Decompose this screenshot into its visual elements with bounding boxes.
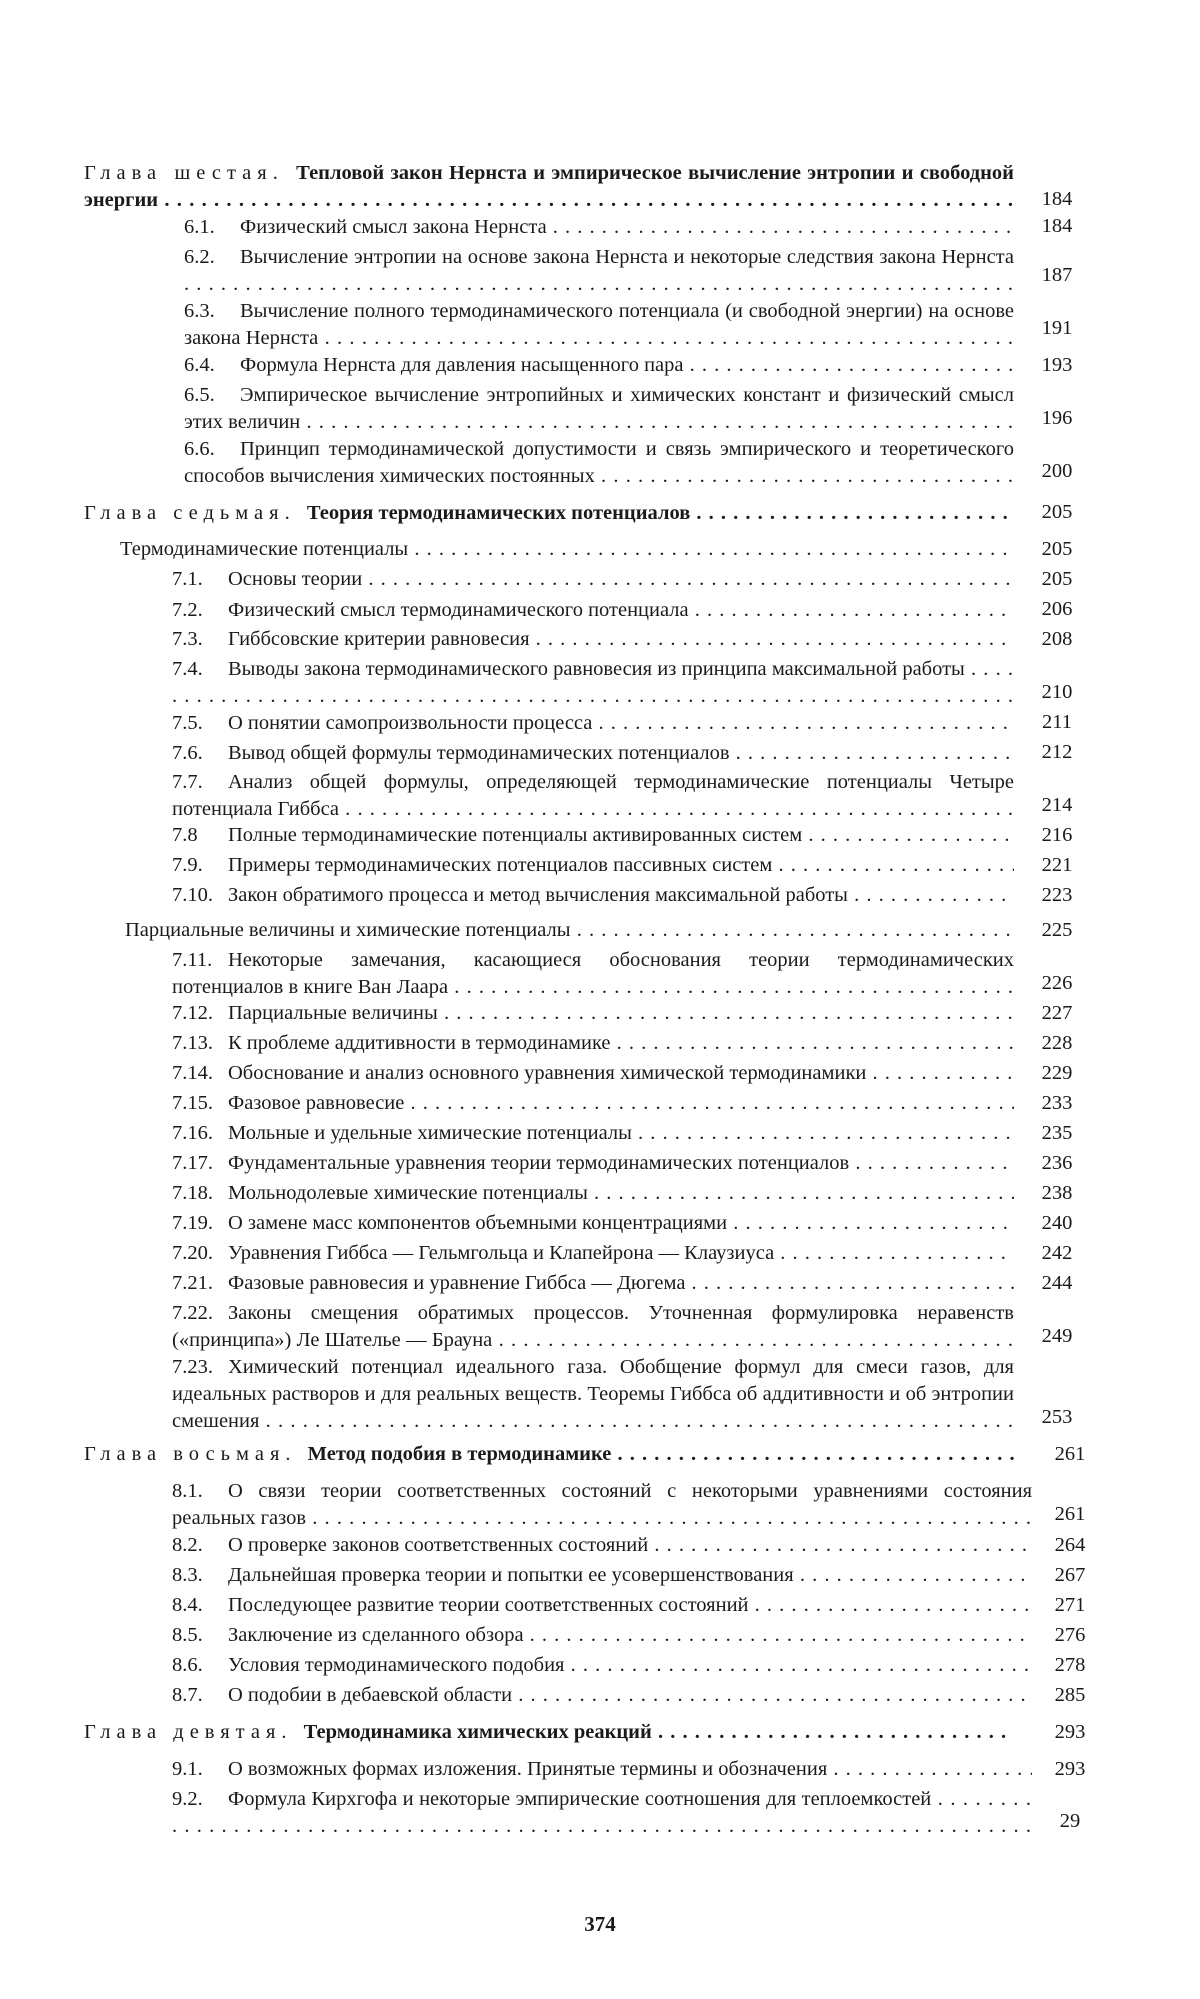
toc-entry <box>172 1756 1032 1783</box>
toc-entry-text <box>84 500 1014 527</box>
entry-title: Последующее развитие теории соответственных состояний <box>228 1594 749 1616</box>
toc-entry-text <box>172 710 1014 737</box>
entry-page-number: 267 <box>1054 1564 1086 1586</box>
toc-entry <box>184 214 1014 241</box>
toc-entry-text <box>172 1300 1014 1354</box>
toc-entry-text <box>172 740 1014 767</box>
toc-entry-text <box>172 1622 1032 1649</box>
toc-entry-text <box>172 1270 1014 1297</box>
entry-title: О возможных формах изложения. Принятые термины и обозначения <box>228 1758 828 1780</box>
toc-entry-text <box>172 1000 1014 1027</box>
entry-title: Термодинамика химических реакций <box>303 1721 652 1743</box>
toc-entry-text <box>172 1060 1014 1087</box>
entry-page-number: 264 <box>1054 1534 1086 1556</box>
entry-title: Закон обратимого процесса и метод вычисления максимальной работы <box>228 884 848 906</box>
entry-page-number: 223 <box>1041 884 1073 906</box>
toc-entry <box>172 822 1014 849</box>
toc-entry-text <box>172 1592 1032 1619</box>
entry-title: Физический смысл закона Нернста <box>240 216 547 238</box>
toc-entry <box>172 882 1014 909</box>
entry-number: 7.21. <box>172 1272 213 1294</box>
entry-number: 7.18. <box>172 1182 213 1204</box>
entry-page-number: 216 <box>1041 824 1073 846</box>
toc-entry-text <box>184 382 1014 436</box>
entry-title: Эмпирическое вычисление энтропийных и химических констант и физический смысл этих величин <box>184 384 1014 433</box>
entry-number: 9.1. <box>172 1758 203 1780</box>
toc-entry <box>172 1240 1014 1267</box>
entry-title: Фазовые равновесия и уравнение Гиббса — Дюгема <box>228 1272 686 1294</box>
toc-entry <box>172 1030 1014 1057</box>
entry-page-number: 228 <box>1041 1032 1073 1054</box>
toc-entry <box>172 656 1014 710</box>
entry-page-number: 293 <box>1054 1758 1086 1780</box>
entry-title: Формула Нернста для давления насыщенного пара <box>240 354 684 376</box>
entry-page-number: 233 <box>1041 1092 1073 1114</box>
entry-number: 6.5. <box>184 384 215 406</box>
chapter-label: Глава седьмая. <box>84 502 307 524</box>
entry-title: К проблеме аддитивности в термодинамике <box>228 1032 611 1054</box>
entry-number: 7.2. <box>172 599 203 621</box>
toc-entry <box>172 597 1014 624</box>
entry-page-number: 244 <box>1041 1272 1073 1294</box>
entry-page-number: 187 <box>1041 264 1073 286</box>
entry-title: Условия термодинамического подобия <box>228 1654 565 1676</box>
toc-entry <box>172 1060 1014 1087</box>
entry-title: Полные термодинамические потенциалы активированных систем <box>228 824 803 846</box>
entry-number: 7.12. <box>172 1002 213 1024</box>
chapter-label: Глава шестая. <box>84 162 297 184</box>
entry-number: 7.4. <box>172 658 203 680</box>
entry-number: 6.3. <box>184 300 215 322</box>
entry-number: 7.16. <box>172 1122 213 1144</box>
entry-page-number: 221 <box>1041 854 1073 876</box>
entry-page-number: 191 <box>1041 317 1073 339</box>
entry-number: 8.7. <box>172 1684 203 1706</box>
entry-page-number: 226 <box>1041 972 1073 994</box>
entry-title: Теория термодинамических потенциалов <box>306 502 691 524</box>
entry-title: Мольные и удельные химические потенциалы <box>228 1122 632 1144</box>
entry-page-number: 212 <box>1041 741 1073 763</box>
toc-entry <box>172 1270 1014 1297</box>
entry-title: О проверке законов соответственных состояний <box>228 1534 649 1556</box>
entry-page-number: 205 <box>1041 568 1073 590</box>
toc-entry-text <box>172 656 1014 710</box>
entry-title: Формула Кирхгофа и некоторые эмпирические соотношения для теплоемкостей <box>228 1788 932 1810</box>
toc-entry-text <box>172 1090 1014 1117</box>
entry-number: 7.6. <box>172 742 203 764</box>
toc-entry-text <box>172 882 1014 909</box>
entry-number: 8.1. <box>172 1480 203 1502</box>
toc-entry <box>172 1786 1032 1840</box>
entry-title: Дальнейшая проверка теории и попытки ее усовершенствования <box>228 1564 794 1586</box>
toc-entry <box>184 436 1014 490</box>
entry-title: Уравнения Гиббса — Гельмгольца и Клапейрона — Клаузиуса <box>228 1242 775 1264</box>
toc-chapter <box>84 160 1014 214</box>
entry-number: 9.2. <box>172 1788 203 1810</box>
entry-title: Обоснование и анализ основного уравнения химической термодинамики <box>228 1062 867 1084</box>
toc-entry <box>172 710 1014 737</box>
entry-page-number: 242 <box>1041 1242 1073 1264</box>
entry-number: 8.6. <box>172 1654 203 1676</box>
toc-entry <box>172 1592 1032 1619</box>
entry-page-number: 278 <box>1054 1654 1086 1676</box>
entry-title: Вывод общей формулы термодинамических потенциалов <box>228 742 730 764</box>
toc-entry <box>172 1300 1014 1354</box>
entry-page-number: 227 <box>1041 1002 1073 1024</box>
entry-title: Некоторые замечания, касающиеся обоснования теории термодинамических потенциалов в книге Ван Лаара <box>172 949 1014 998</box>
entry-number: 6.1. <box>184 216 215 238</box>
entry-number: 7.8 <box>172 824 198 846</box>
toc-entry-text <box>84 1441 1014 1468</box>
entry-number: 8.3. <box>172 1564 203 1586</box>
toc-entry <box>184 352 1014 379</box>
entry-title: Заключение из сделанного обзора <box>228 1624 524 1646</box>
toc-entry <box>172 1562 1032 1589</box>
entry-title: Парциальные величины <box>228 1002 438 1024</box>
toc-entry-text <box>172 1652 1032 1679</box>
entry-title: Мольнодолевые химические потенциалы <box>228 1182 588 1204</box>
toc-entry-text <box>184 298 1014 352</box>
toc-entry <box>172 566 1014 593</box>
toc-entry-text <box>172 1354 1014 1435</box>
entry-page-number: 229 <box>1041 1062 1073 1084</box>
chapter-label: Глава девятая. <box>84 1721 304 1743</box>
entry-number: 7.13. <box>172 1032 213 1054</box>
entry-title: Фундаментальные уравнения теории термодинамических потенциалов <box>228 1152 850 1174</box>
entry-number: 7.10. <box>172 884 213 906</box>
entry-title: Принцип термодинамической допустимости и связь эмпирического и теоретического способов вычисления химических постоянных <box>184 438 1014 487</box>
toc-entry-text <box>172 822 1014 849</box>
entry-page-number: 261 <box>1054 1443 1086 1465</box>
toc-entry <box>184 298 1014 352</box>
entry-page-number: 205 <box>1041 538 1073 560</box>
entry-page-number: 205 <box>1041 501 1073 523</box>
toc-entry-text <box>172 1562 1032 1589</box>
entry-number: 6.4. <box>184 354 215 376</box>
entry-page-number: 236 <box>1041 1152 1073 1174</box>
entry-title: Примеры термодинамических потенциалов пассивных систем <box>228 854 773 876</box>
entry-number: 7.5. <box>172 712 203 734</box>
toc-entry <box>172 1532 1032 1559</box>
entry-page-number: 196 <box>1041 407 1073 429</box>
toc-entry-text <box>184 244 1014 298</box>
toc-entry <box>172 1354 1014 1435</box>
entry-title: Тепловой закон Нернста и эмпирическое вычисление энтропии и свободной энергии <box>84 162 1014 211</box>
entry-title: О подобии в дебаевской области <box>228 1684 513 1706</box>
entry-number: 6.6. <box>184 438 215 460</box>
entry-page-number: 184 <box>1041 215 1073 237</box>
toc-entry-text <box>184 352 1014 379</box>
toc-entry-text <box>172 1030 1014 1057</box>
toc-chapter <box>84 500 1014 527</box>
entry-page-number: 211 <box>1042 711 1072 733</box>
entry-page-number: 206 <box>1041 598 1073 620</box>
entry-number: 7.3. <box>172 628 203 650</box>
entry-page-number: 249 <box>1041 1325 1073 1347</box>
entry-number: 7.17. <box>172 1152 213 1174</box>
toc-entry-text <box>172 1210 1014 1237</box>
toc-entry <box>172 626 1014 653</box>
toc-entry <box>172 1150 1014 1177</box>
entry-number: 6.2. <box>184 246 215 268</box>
toc-entry-text <box>172 1240 1014 1267</box>
entry-title: О понятии самопроизвольности процесса <box>228 712 593 734</box>
entry-title: О замене масс компонентов объемными концентрациями <box>228 1212 728 1234</box>
entry-page-number: 193 <box>1041 354 1073 376</box>
entry-page-number: 225 <box>1041 919 1073 941</box>
entry-title: Парциальные величины и химические потенциалы <box>125 919 571 941</box>
entry-title: Физический смысл термодинамического потенциала <box>228 599 689 621</box>
toc-entry-text <box>172 566 1014 593</box>
toc-entry <box>172 1622 1032 1649</box>
toc-entry <box>172 852 1014 879</box>
toc-entry-text <box>172 597 1014 624</box>
entry-title: Термодинамические потенциалы <box>120 538 409 560</box>
entry-number: 7.11. <box>172 949 213 971</box>
toc-chapter <box>84 1719 1014 1746</box>
toc-entry <box>172 769 1014 823</box>
toc-entry <box>172 1682 1032 1709</box>
toc-entry-text <box>125 917 1014 944</box>
entry-title: Химический потенциал идеального газа. Обобщение формул для смеси газов, для идеальных растворов и для реальных веществ. Теоремы Гиббса об аддитивности и об энтропии смешения <box>172 1356 1014 1432</box>
entry-page-number: 285 <box>1054 1684 1086 1706</box>
entry-number: 7.15. <box>172 1092 213 1114</box>
entry-page-number: 214 <box>1041 794 1073 816</box>
toc-entry-text <box>84 1719 1014 1746</box>
entry-number: 7.1. <box>172 568 203 590</box>
entry-page-number: 238 <box>1041 1182 1073 1204</box>
toc-entry-text <box>172 769 1014 823</box>
toc-entry-text <box>172 947 1014 1001</box>
toc-entry <box>172 1090 1014 1117</box>
entry-number: 7.14. <box>172 1062 213 1084</box>
entry-page-number: 210 <box>1041 681 1073 703</box>
entry-title: Фазовое равновесие <box>228 1092 405 1114</box>
toc-entry <box>172 740 1014 767</box>
entry-page-number: 293 <box>1054 1721 1086 1743</box>
toc-entry <box>184 244 1014 298</box>
entry-number: 7.23. <box>172 1356 213 1378</box>
page-number: 374 <box>584 1912 616 1936</box>
toc-entry <box>172 947 1014 1001</box>
toc-entry <box>172 1210 1014 1237</box>
entry-number: 7.9. <box>172 854 203 876</box>
entry-page-number: 276 <box>1054 1624 1086 1646</box>
toc-entry-text <box>172 1120 1014 1147</box>
toc-entry-text <box>172 1478 1032 1532</box>
entry-title: Законы смещения обратимых процессов. Уточненная формулировка неравенств («принципа») Ле Шателье — Брауна <box>172 1302 1014 1351</box>
entry-page-number: 184 <box>1041 188 1073 210</box>
entry-title: Анализ общей формулы, определяющей термодинамические потенциалы Четыре потенциала Гиббса <box>172 771 1014 820</box>
toc-section <box>120 536 1014 563</box>
entry-number: 7.22. <box>172 1302 213 1324</box>
toc-entry <box>184 382 1014 436</box>
entry-title: О связи теории соответственных состояний с некоторыми уравнениями состояния реальных газов <box>172 1480 1032 1529</box>
toc-entry-text <box>172 626 1014 653</box>
toc-entry-text <box>172 852 1014 879</box>
entry-page-number: 240 <box>1041 1212 1073 1234</box>
entry-title: Выводы закона термодинамического равновесия из принципа максимальной работы <box>228 658 965 680</box>
entry-page-number: 200 <box>1041 460 1073 482</box>
entry-title: Вычисление энтропии на основе закона Нернста и некоторые следствия закона Нернста <box>240 246 1014 268</box>
entry-title: Вычисление полного термодинамического потенциала (и свободной энергии) на основе закона Нернста <box>184 300 1014 349</box>
toc-entry-text <box>172 1180 1014 1207</box>
chapter-label: Глава восьмая. <box>84 1443 308 1465</box>
toc-section <box>125 917 1014 944</box>
toc-entry-text <box>172 1682 1032 1709</box>
toc-chapter <box>84 1441 1014 1468</box>
toc-entry-text <box>120 536 1014 563</box>
toc-entry-text <box>172 1532 1032 1559</box>
entry-number: 7.7. <box>172 771 203 793</box>
toc-entry <box>172 1000 1014 1027</box>
toc-entry-text <box>184 436 1014 490</box>
entry-title: Основы теории <box>228 568 363 590</box>
entry-page-number: 29 <box>1059 1810 1081 1832</box>
toc-entry-text <box>172 1786 1032 1840</box>
toc-entry-text <box>184 214 1014 241</box>
entry-number: 8.4. <box>172 1594 203 1616</box>
entry-title: Метод подобия в термодинамике <box>307 1443 612 1465</box>
toc-entry <box>172 1478 1032 1532</box>
toc-entry <box>172 1652 1032 1679</box>
toc-entry <box>172 1120 1014 1147</box>
entry-number: 7.20. <box>172 1242 213 1264</box>
entry-number: 7.19. <box>172 1212 213 1234</box>
entry-page-number: 235 <box>1041 1122 1073 1144</box>
entry-title: Гиббсовские критерии равновесия <box>228 628 530 650</box>
toc-entry-text <box>172 1150 1014 1177</box>
entry-page-number: 208 <box>1041 628 1073 650</box>
entry-number: 8.5. <box>172 1624 203 1646</box>
entry-page-number: 253 <box>1041 1406 1073 1428</box>
toc-entry-text <box>84 160 1014 214</box>
toc-entry-text <box>172 1756 1032 1783</box>
entry-page-number: 271 <box>1054 1594 1086 1616</box>
entry-number: 8.2. <box>172 1534 203 1556</box>
entry-page-number: 261 <box>1054 1503 1086 1525</box>
toc-entry <box>172 1180 1014 1207</box>
